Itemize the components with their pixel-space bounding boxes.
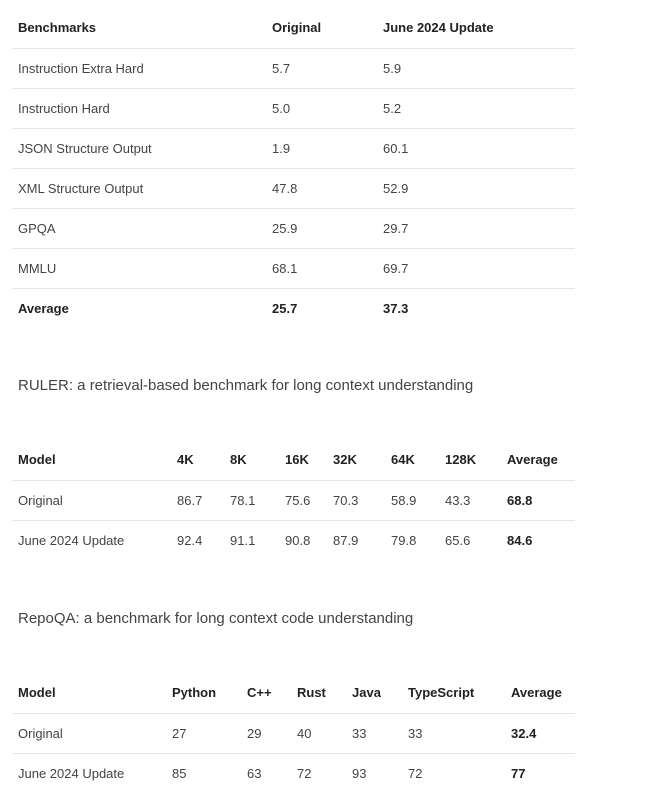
score-cell: 93: [346, 753, 402, 793]
column-header-4k: 4K: [177, 452, 194, 468]
score-cell: 85: [166, 753, 241, 793]
score-cell: 78.1: [224, 480, 279, 520]
column-header-original: Original: [272, 20, 322, 36]
table-row: [12, 48, 575, 88]
original-score: 25.7: [266, 288, 377, 328]
score-cell: 27: [166, 713, 241, 753]
column-header-model: Model: [18, 452, 56, 468]
score-cell: 40: [291, 713, 346, 753]
benchmark-name: Instruction Extra Hard: [12, 48, 266, 88]
benchmark-name: MMLU: [12, 248, 266, 288]
table-row: [12, 480, 575, 520]
average-cell: 77: [505, 753, 575, 793]
column-header-model: Model: [18, 685, 56, 701]
table-header-row: [12, 673, 575, 713]
table-row: [12, 208, 575, 248]
original-score: 1.9: [266, 128, 377, 168]
model-name: Original: [12, 713, 166, 753]
update-score: 37.3: [377, 288, 575, 328]
score-cell: 43.3: [439, 480, 501, 520]
repoqa-section-title: RepoQA: a benchmark for long context code understanding: [18, 610, 414, 627]
score-cell: 63: [241, 753, 291, 793]
original-score: 68.1: [266, 248, 377, 288]
ruler-section-title: RULER: a retrieval-based benchmark for long context understanding: [18, 377, 474, 394]
table-header-row: [12, 8, 575, 48]
score-cell: 75.6: [279, 480, 327, 520]
benchmarks-table: [12, 8, 575, 328]
original-score: 25.9: [266, 208, 377, 248]
score-cell: 72: [291, 753, 346, 793]
original-score: 5.7: [266, 48, 377, 88]
update-score: 5.2: [377, 88, 575, 128]
column-header-cpp: C++: [247, 685, 272, 701]
score-cell: 58.9: [385, 480, 439, 520]
model-name: June 2024 Update: [12, 520, 171, 560]
column-header-128k: 128K: [445, 452, 477, 468]
model-name: June 2024 Update: [12, 753, 166, 793]
average-cell: 84.6: [501, 520, 575, 560]
original-score: 47.8: [266, 168, 377, 208]
score-cell: 65.6: [439, 520, 501, 560]
original-score: 5.0: [266, 88, 377, 128]
score-cell: 29: [241, 713, 291, 753]
update-score: 29.7: [377, 208, 575, 248]
score-cell: 92.4: [171, 520, 224, 560]
score-cell: 72: [402, 753, 505, 793]
column-header-8k: 8K: [230, 452, 247, 468]
update-score: 69.7: [377, 248, 575, 288]
table-header-row: [12, 440, 575, 480]
update-score: 60.1: [377, 128, 575, 168]
score-cell: 33: [346, 713, 402, 753]
score-cell: 91.1: [224, 520, 279, 560]
average-cell: 32.4: [505, 713, 575, 753]
score-cell: 70.3: [327, 480, 385, 520]
benchmark-name: XML Structure Output: [12, 168, 266, 208]
column-header-june-2024-update: June 2024 Update: [383, 20, 494, 36]
table-row: [12, 88, 575, 128]
score-cell: 33: [402, 713, 505, 753]
table-row: [12, 168, 575, 208]
benchmark-name: Instruction Hard: [12, 88, 266, 128]
table-row: [12, 753, 575, 793]
average-row: [12, 288, 575, 328]
benchmark-name: GPQA: [12, 208, 266, 248]
score-cell: 90.8: [279, 520, 327, 560]
table-row: [12, 520, 575, 560]
score-cell: 87.9: [327, 520, 385, 560]
column-header-benchmarks: Benchmarks: [18, 20, 97, 36]
average-cell: 68.8: [501, 480, 575, 520]
score-cell: 86.7: [171, 480, 224, 520]
table-row: [12, 128, 575, 168]
model-name: Original: [12, 480, 171, 520]
repoqa-table: [12, 673, 575, 793]
column-header-average: Average: [507, 452, 558, 468]
table-row: [12, 248, 575, 288]
update-score: 5.9: [377, 48, 575, 88]
ruler-table: [12, 440, 575, 560]
column-header-java: Java: [352, 685, 381, 701]
column-header-python: Python: [172, 685, 217, 701]
score-cell: 79.8: [385, 520, 439, 560]
column-header-64k: 64K: [391, 452, 415, 468]
benchmark-name: Average: [12, 288, 266, 328]
table-row: [12, 713, 575, 753]
column-header-32k: 32K: [333, 452, 357, 468]
column-header-16k: 16K: [285, 452, 309, 468]
column-header-typescript: TypeScript: [408, 685, 475, 701]
column-header-rust: Rust: [297, 685, 326, 701]
benchmark-name: JSON Structure Output: [12, 128, 266, 168]
column-header-average: Average: [511, 685, 562, 701]
update-score: 52.9: [377, 168, 575, 208]
